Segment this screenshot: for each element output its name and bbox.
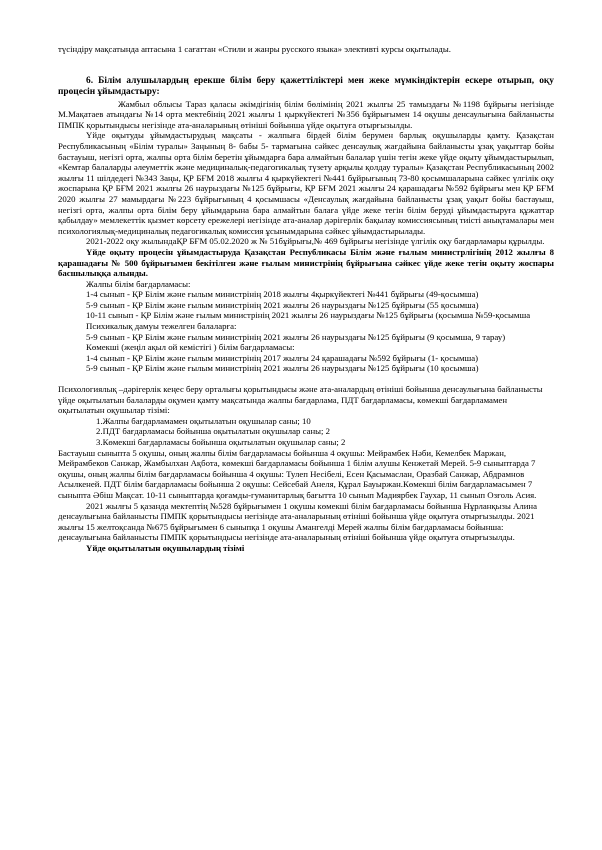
general-program-item: 1-4 сынып - ҚР Білім және ғылым министрінің 2018 жылғы 4қыркүйектегі №441 бұйрығы (49-қосымша) [86, 289, 479, 300]
aux-program-title: Көмекші (жеңіл ақыл ой кемістігі ) білім бағдарламасы: [86, 342, 295, 353]
paragraph-additional-orders: 2021 жылғы 5 қазанда мектептің №528 бұйрығымен 1 оқушы көмекші білім бағдарламасы бойынша Нұрланқызы Алина денсаулығына байланысты ПМПК қорытындысы негізінде ата-аналарының өтініші бойынша үйде оқытуға отырғызылды. 2021 жылғы 15 желтоқсанда №675 бұйрығымен 6 сыныпқа 1 оқушы Амангелді Мерей жалпы білім бағдарламасы бойынша: денсаулығына байланысты ПМПК қорытындысы негізінде ата-аналарының өтініші бойынша үйде оқытуға отырғызылды. [58, 500, 537, 543]
count-item: 1.Жалпы бағдарламамен оқытылатын оқушылар саны; 10 [96, 415, 311, 426]
paragraph-students-by-grade: Бастауыш сыныпта 5 оқушы, оның жалпы білім бағдарламасы бойынша 4 оқушы: Мейрамбек Нәби, Кемелбек Маржан, Мейрамбеков Санжар, Жамбылхан Ақбота, көмекші бағдарламасы бойынша 1 білім алушы Кенжетай Мерей. 5-9 сыныптарда 7 оқушы, оның жалпы білім бағдарламасы бойынша 4 оқушы: Тулеп Несібелі, Есен Қасымаслан, Оразбай Санжар, Абдрамнов Асылкеней. ПДТ білім бағдарламасы бойынша 2 оқушы: Сейсебай Анеля, Құрал Бауыржан.Көмекші білім бағдарламасымен 7 сыныпта Әбіш Мақсат. 10-11 сыныптарда қоғамды-гуманитарлық бағытта 10 сынып Мадиярбек Гаухар, 11 сынып Озғоль Асия. [58, 447, 537, 500]
count-item: 3.Көмекші бағдарламасы бойынша оқытылатын оқушылар саны; 2 [96, 437, 346, 447]
spacer [58, 374, 554, 384]
document-page [58, 44, 554, 554]
spacer [58, 55, 554, 66]
paragraph-curricula: 2021-2022 оқу жылындаҚР БҒМ 05.02.2020 ж № 51бұйрығы,№ 469 бұйрығы негізінде үлгілік оқу бағдарламары құрылды. [86, 236, 545, 247]
general-program-item: 5-9 сынып - ҚР Білім және ғылым министрінің 2021 жылғы 26 наурыздағы №125 бұйрығы (55 қосымша) [86, 299, 479, 310]
intro-paragraph: түсіндіру мақсатында аптасына 1 сағаттан «Стили и жанры русского языка» элективті курсы оқытылады. [58, 44, 451, 54]
general-program-title: Жалпы білім бағдарламасы: [86, 278, 191, 289]
psych-program-item: 5-9 сынып - ҚР Білім және ғылым министрінің 2021 жылғы 26 наурыздағы №125 бұйрығы (9 қосымша, 9 тарау) [86, 331, 506, 342]
student-list-title: Үйде оқытылатын оқушылардың тізімі [86, 542, 245, 553]
aux-program-item: 5-9 сынып - ҚР Білім және ғылым министрінің 2021 жылғы 26 наурыздағы №125 бұйрығы (10 қосымша) [86, 363, 479, 374]
psych-program-title: Психикалық дамуы тежелген балаларға: [86, 321, 237, 332]
paragraph-home-education-goal: Үйде оқытуды ұйымдастырудың мақсаты - жалпыға бірдей білім берумен барлық оқушыларды қамту. Қазақстан Республикасының «Білім туралы» Заңының 8- бабы 5- тармағына сәйкес денсаулық жағдайына байланысты ұзақ уақыттар бойы бастауыш, негізгі орта, жалпы орта білім беретін ұйымдарға бара алмайтын балалар үшін тегін жеке үйде оқыту ұйымдастырылып, «Кемтар балаларды әлеуметтік және медициналық-педагогикалық түзету арқылы қолдау туралы» Қазақстан Республикасының 2002 жылғы 11 шілдедегі №343 Заңы, ҚР БҒМ 2018 жылғы 4 қыркүйектегі №441 бұйрығының 73-80 қосымшаларына сәйкес үлгілік оқу жоспарына ҚР БҒМ 2021 жылғы 26 наурыздағы №125 бұйрығы, ҚР БҒМ 2021 жылғы 24 қарашадағы №592 бұйрығы мен ҚР БҒМ 2020 жылғы 27 мамырдағы №223 бұйрығының 4 қосымшасы «Денсаулық жағдайына байланысты ұзақ уақыт бойы бастауыш, негізгі орта, жалпы орта білім беру ұйымдарына бара алмайтын балаға үйде жеке тегін білім беруді ұйымдастыруға құжаттар қабылдау» мемлекеттік қызмет көрсету ережелері негізінде ата-аналар дәрігерлік бақылау комиссиясының тиісті анықтамалары мен психологиялық-медициналық педагогикалық комиссия ұсынымдарына сәйкес ұйымдастырылады. [58, 130, 554, 236]
paragraph-order-1198: Жамбыл облысы Тараз қаласы әкімдігінің білім бөлімінің 2021 жылғы 25 тамыздағы №1198 бұйрығы негізінде М.Мақатаев атындағы №14 орта мектебінің 2021 жылғы 1 қыркүйектегі №356 бұйрығымен 14 оқушы денсаулығына байланысты ПМПК қорытындысы негізінде ата-аналарының өтініші бойынша үйде оқытуға отырғызылды. [58, 98, 554, 130]
general-program-item: 10-11 сынып - ҚР Білім және ғылым министрінің 2021 жылғы 26 наурыздағы №125 бұйрығы (қосымша №59-қосымша [86, 310, 531, 321]
count-item: 2.ПДТ бағдарламасы бойынша оқытылатын оқушылар саны; 2 [96, 426, 331, 437]
paragraph-process-organization: Үйде оқыту процесін ұйымдастыруда Қазақстан Республикасы Білім және ғылым министрлігінің 2012 жылғы 8 қарашадағы № 500 бұйрығымен бекітілген және ғылым министрінің бұйрығына сәйкес үйде жеке тегін оқыту жоспары басшылыққа алынды. [58, 246, 554, 279]
aux-program-item: 1-4 сынып - ҚР Білім және ғылым министрінің 2017 жылғы 24 қарашадағы №592 бұйрығы (1- қосымша) [86, 352, 479, 363]
paragraph-pmpk-list: Психологиялық –дәрігерлік кеңес беру орталығы қорытындысы және ата-аналардың өтініші бойынша денсаулығына байланысты үйде оқытылатын балаларды оқумен қамту мақсатында жалпы бағдарлама, ПДТ бағдарламасы, көмекші бағдарламамен оқытылатын оқушылар тізімі: [58, 384, 543, 416]
section-heading: 6. Білім алушылардың ерекше білім беру қажеттіліктері мен жеке мүмкіндіктерін ескере отырып, оқу процесін ұйымдастыру: [58, 75, 554, 98]
spacer [58, 66, 554, 76]
